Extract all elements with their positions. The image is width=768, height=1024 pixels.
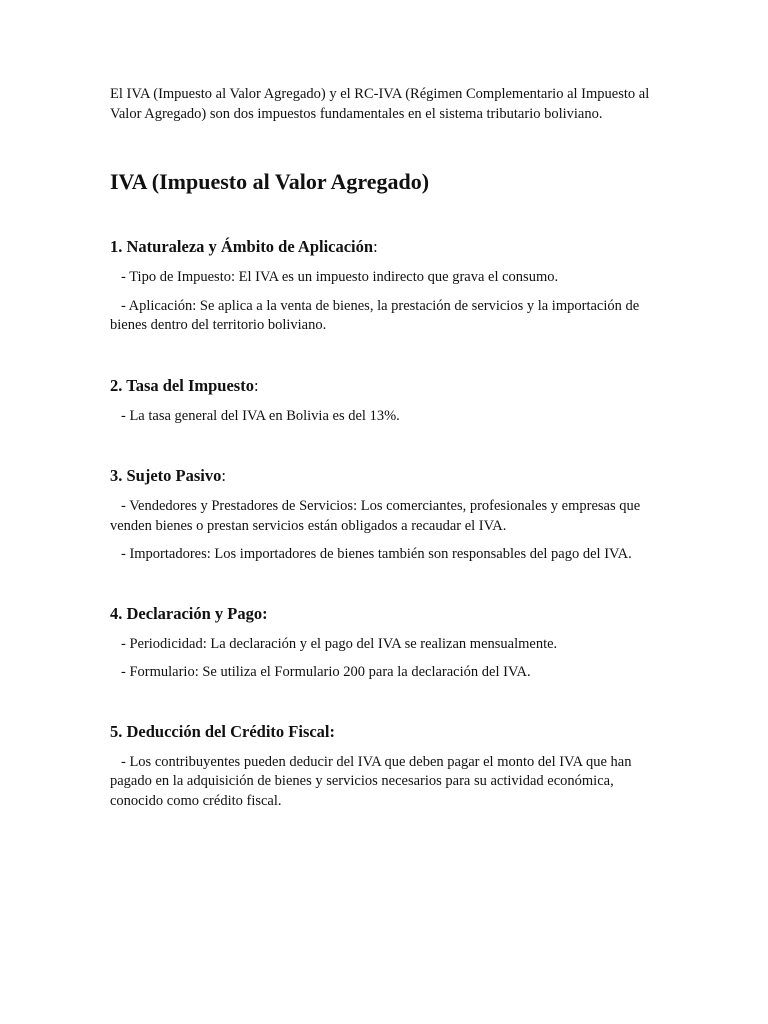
section-heading-colon: : — [253, 375, 259, 395]
list-item: - Formulario: Se utiliza el Formulario 200 para la declaración del IVA. — [121, 664, 531, 680]
section-heading-colon: : — [221, 466, 226, 485]
list-item: - Los contribuyentes pueden deducir del IVA que deben pagar el monto del IVA que han pagado en la adquisición de bienes y servicios necesarios para su actividad económica, conocido como crédito fiscal. — [110, 753, 632, 809]
page-title: IVA (Impuesto al Valor Agregado) — [110, 169, 430, 194]
section-heading-text: 4. Declaración y Pago: — [110, 603, 268, 623]
section-heading — [110, 465, 658, 487]
section-credito-fiscal — [110, 721, 658, 812]
list-item: - Importadores: Los importadores de bienes también son responsables del pago del IVA. — [121, 546, 632, 562]
section-heading-text: 1. Naturaleza y Ámbito de Aplicación — [110, 237, 374, 256]
section-heading — [110, 375, 658, 397]
list-item: - La tasa general del IVA en Bolivia es del 13%. — [121, 407, 400, 424]
section-naturaleza — [110, 236, 658, 336]
list-item: - Tipo de Impuesto: El IVA es un impuesto indirecto que grava el consumo. — [121, 269, 559, 285]
list-item: - Vendedores y Prestadores de Servicios: Los comerciantes, profesionales y empresas que venden bienes o prestan servicios están obligados a recaudar el IVA. — [110, 498, 641, 534]
section-tasa — [110, 375, 658, 427]
section-heading — [110, 603, 658, 625]
section-heading-text: 5. Deducción del Crédito Fiscal: — [110, 721, 336, 741]
section-heading — [110, 236, 658, 258]
intro-paragraph: El IVA (Impuesto al Valor Agregado) y el RC-IVA (Régimen Complementario al Impuesto al Valor Agregado) son dos impuestos fundamentales en el sistema tributario boliviano. — [110, 86, 650, 122]
section-heading-colon: : — [373, 237, 378, 256]
section-heading-text: 2. Tasa del Impuesto — [110, 375, 254, 395]
section-heading — [110, 721, 658, 743]
section-heading-text: 3. Sujeto Pasivo — [110, 466, 222, 485]
section-declaracion — [110, 603, 658, 683]
list-item: - Aplicación: Se aplica a la venta de bienes, la prestación de servicios y la importación de bienes dentro del territorio boliviano. — [110, 297, 640, 333]
list-item: - Periodicidad: La declaración y el pago del IVA se realizan mensualmente. — [121, 635, 558, 652]
section-sujeto-pasivo — [110, 465, 658, 565]
